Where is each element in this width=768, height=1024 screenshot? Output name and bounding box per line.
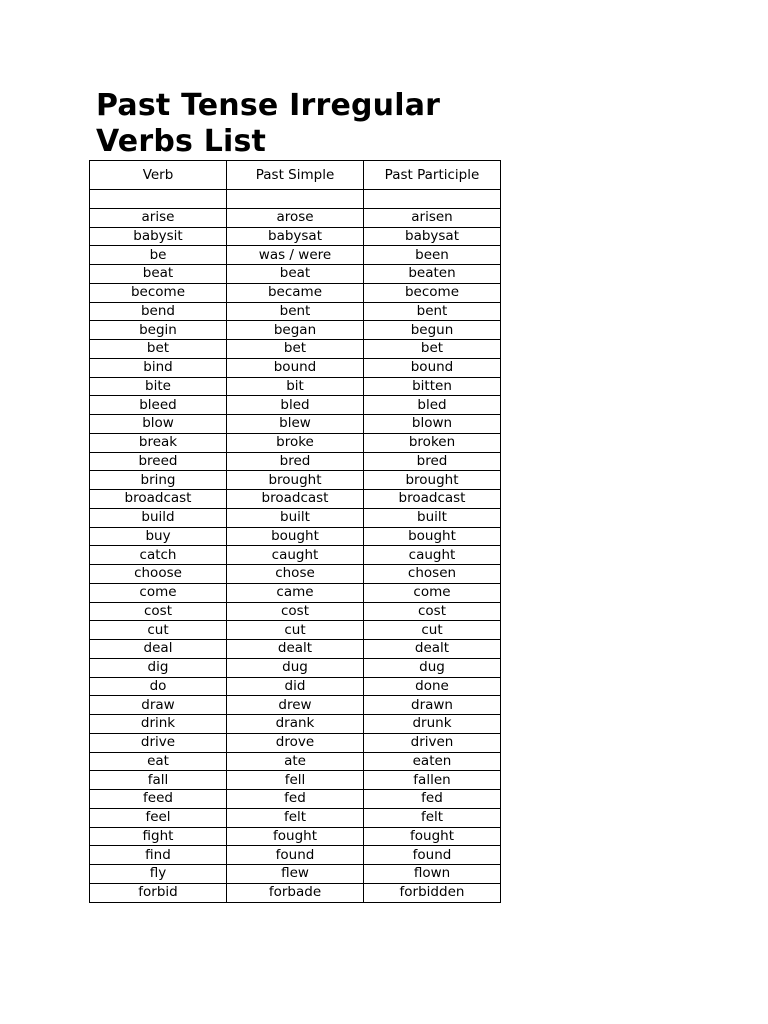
verb-cell: bend: [90, 302, 227, 321]
past-simple-cell: ate: [227, 752, 364, 771]
past-simple-cell: blew: [227, 415, 364, 434]
verb-cell: breed: [90, 452, 227, 471]
table-row: [90, 227, 501, 246]
past-simple-cell: bled: [227, 396, 364, 415]
table-row: [90, 583, 501, 602]
table-row: [90, 715, 501, 734]
past-simple-cell: arose: [227, 208, 364, 227]
table-row: [90, 771, 501, 790]
past-simple-cell: found: [227, 846, 364, 865]
past-participle-cell: cut: [364, 621, 501, 640]
table-row: [90, 790, 501, 809]
past-simple-cell: dug: [227, 658, 364, 677]
verb-cell: fall: [90, 771, 227, 790]
table-row: [90, 433, 501, 452]
table-row: [90, 752, 501, 771]
past-participle-cell: brought: [364, 471, 501, 490]
table-row: [90, 808, 501, 827]
past-simple-cell: broadcast: [227, 490, 364, 509]
past-participle-cell: dug: [364, 658, 501, 677]
past-participle-cell: felt: [364, 808, 501, 827]
spacer-cell: [364, 190, 501, 209]
verb-cell: bite: [90, 377, 227, 396]
past-simple-cell: forbade: [227, 883, 364, 902]
table-row: [90, 733, 501, 752]
past-simple-cell: drove: [227, 733, 364, 752]
past-simple-cell: bent: [227, 302, 364, 321]
past-simple-cell: beat: [227, 265, 364, 284]
past-simple-cell: chose: [227, 565, 364, 584]
verb-cell: blow: [90, 415, 227, 434]
verb-cell: arise: [90, 208, 227, 227]
past-simple-cell: bought: [227, 527, 364, 546]
past-participle-cell: fought: [364, 827, 501, 846]
table-row: [90, 508, 501, 527]
table-body: [90, 190, 501, 903]
table-row: [90, 658, 501, 677]
spacer-cell: [90, 190, 227, 209]
table-row: [90, 527, 501, 546]
past-participle-cell: done: [364, 677, 501, 696]
verb-cell: cost: [90, 602, 227, 621]
verb-table: [89, 160, 501, 903]
table-row: [90, 640, 501, 659]
past-participle-cell: bred: [364, 452, 501, 471]
past-participle-cell: arisen: [364, 208, 501, 227]
verb-cell: forbid: [90, 883, 227, 902]
verb-cell: break: [90, 433, 227, 452]
table-row: [90, 302, 501, 321]
past-participle-cell: found: [364, 846, 501, 865]
column-header-verb: Verb: [90, 161, 227, 190]
verb-cell: broadcast: [90, 490, 227, 509]
past-participle-cell: fed: [364, 790, 501, 809]
past-simple-cell: cut: [227, 621, 364, 640]
verb-cell: draw: [90, 696, 227, 715]
verb-cell: bleed: [90, 396, 227, 415]
table-row: [90, 396, 501, 415]
verb-cell: bet: [90, 340, 227, 359]
past-participle-cell: come: [364, 583, 501, 602]
table-row: [90, 546, 501, 565]
table-row: [90, 490, 501, 509]
column-header-past-simple: Past Simple: [227, 161, 364, 190]
past-simple-cell: came: [227, 583, 364, 602]
past-participle-cell: caught: [364, 546, 501, 565]
table-row: [90, 340, 501, 359]
verb-cell: bring: [90, 471, 227, 490]
past-participle-cell: driven: [364, 733, 501, 752]
past-simple-cell: bet: [227, 340, 364, 359]
table-row: [90, 602, 501, 621]
verb-cell: eat: [90, 752, 227, 771]
verb-cell: be: [90, 246, 227, 265]
past-simple-cell: was / were: [227, 246, 364, 265]
past-simple-cell: fed: [227, 790, 364, 809]
past-simple-cell: did: [227, 677, 364, 696]
past-participle-cell: babysat: [364, 227, 501, 246]
past-participle-cell: been: [364, 246, 501, 265]
past-participle-cell: beaten: [364, 265, 501, 284]
table-row: [90, 883, 501, 902]
verb-cell: dig: [90, 658, 227, 677]
past-simple-cell: broke: [227, 433, 364, 452]
verb-cell: find: [90, 846, 227, 865]
verb-cell: beat: [90, 265, 227, 284]
past-simple-cell: built: [227, 508, 364, 527]
past-simple-cell: bound: [227, 358, 364, 377]
past-participle-cell: eaten: [364, 752, 501, 771]
past-participle-cell: cost: [364, 602, 501, 621]
past-simple-cell: bred: [227, 452, 364, 471]
spacer-cell: [227, 190, 364, 209]
table-row: [90, 621, 501, 640]
table-row: [90, 846, 501, 865]
verb-cell: feed: [90, 790, 227, 809]
verb-cell: fight: [90, 827, 227, 846]
past-simple-cell: fell: [227, 771, 364, 790]
past-participle-cell: bound: [364, 358, 501, 377]
verb-cell: build: [90, 508, 227, 527]
column-header-past-participle: Past Participle: [364, 161, 501, 190]
table-row: [90, 321, 501, 340]
verb-cell: deal: [90, 640, 227, 659]
table-row: [90, 283, 501, 302]
past-participle-cell: become: [364, 283, 501, 302]
verb-cell: drive: [90, 733, 227, 752]
past-participle-cell: dealt: [364, 640, 501, 659]
verb-cell: come: [90, 583, 227, 602]
table-row: [90, 208, 501, 227]
table-row: [90, 565, 501, 584]
table-row: [90, 696, 501, 715]
past-simple-cell: dealt: [227, 640, 364, 659]
table-row: [90, 377, 501, 396]
past-simple-cell: babysat: [227, 227, 364, 246]
past-participle-cell: forbidden: [364, 883, 501, 902]
past-participle-cell: fallen: [364, 771, 501, 790]
past-participle-cell: begun: [364, 321, 501, 340]
page-title: Past Tense Irregular Verbs List: [96, 88, 441, 159]
verb-cell: begin: [90, 321, 227, 340]
past-simple-cell: bit: [227, 377, 364, 396]
past-participle-cell: bought: [364, 527, 501, 546]
past-simple-cell: brought: [227, 471, 364, 490]
past-simple-cell: fought: [227, 827, 364, 846]
verb-cell: drink: [90, 715, 227, 734]
verb-cell: become: [90, 283, 227, 302]
past-simple-cell: caught: [227, 546, 364, 565]
table-row: [90, 265, 501, 284]
verb-cell: bind: [90, 358, 227, 377]
past-participle-cell: bled: [364, 396, 501, 415]
header-row: [90, 161, 501, 190]
table-row: [90, 452, 501, 471]
past-simple-cell: began: [227, 321, 364, 340]
past-participle-cell: built: [364, 508, 501, 527]
table-row: [90, 246, 501, 265]
past-simple-cell: flew: [227, 865, 364, 884]
verb-cell: choose: [90, 565, 227, 584]
table-row: [90, 358, 501, 377]
past-participle-cell: broken: [364, 433, 501, 452]
past-simple-cell: cost: [227, 602, 364, 621]
verb-cell: do: [90, 677, 227, 696]
table-row: [90, 471, 501, 490]
past-participle-cell: drawn: [364, 696, 501, 715]
verb-cell: catch: [90, 546, 227, 565]
past-simple-cell: became: [227, 283, 364, 302]
verb-cell: feel: [90, 808, 227, 827]
header-spacer-row: [90, 190, 501, 209]
table-row: [90, 865, 501, 884]
past-participle-cell: broadcast: [364, 490, 501, 509]
verb-cell: cut: [90, 621, 227, 640]
past-simple-cell: felt: [227, 808, 364, 827]
table-row: [90, 677, 501, 696]
past-simple-cell: drew: [227, 696, 364, 715]
table-row: [90, 415, 501, 434]
past-participle-cell: flown: [364, 865, 501, 884]
table-row: [90, 827, 501, 846]
verb-cell: fly: [90, 865, 227, 884]
past-participle-cell: chosen: [364, 565, 501, 584]
past-participle-cell: bet: [364, 340, 501, 359]
verb-cell: babysit: [90, 227, 227, 246]
table-header: [90, 161, 501, 190]
past-participle-cell: bent: [364, 302, 501, 321]
past-participle-cell: blown: [364, 415, 501, 434]
verb-cell: buy: [90, 527, 227, 546]
past-participle-cell: drunk: [364, 715, 501, 734]
past-participle-cell: bitten: [364, 377, 501, 396]
past-simple-cell: drank: [227, 715, 364, 734]
